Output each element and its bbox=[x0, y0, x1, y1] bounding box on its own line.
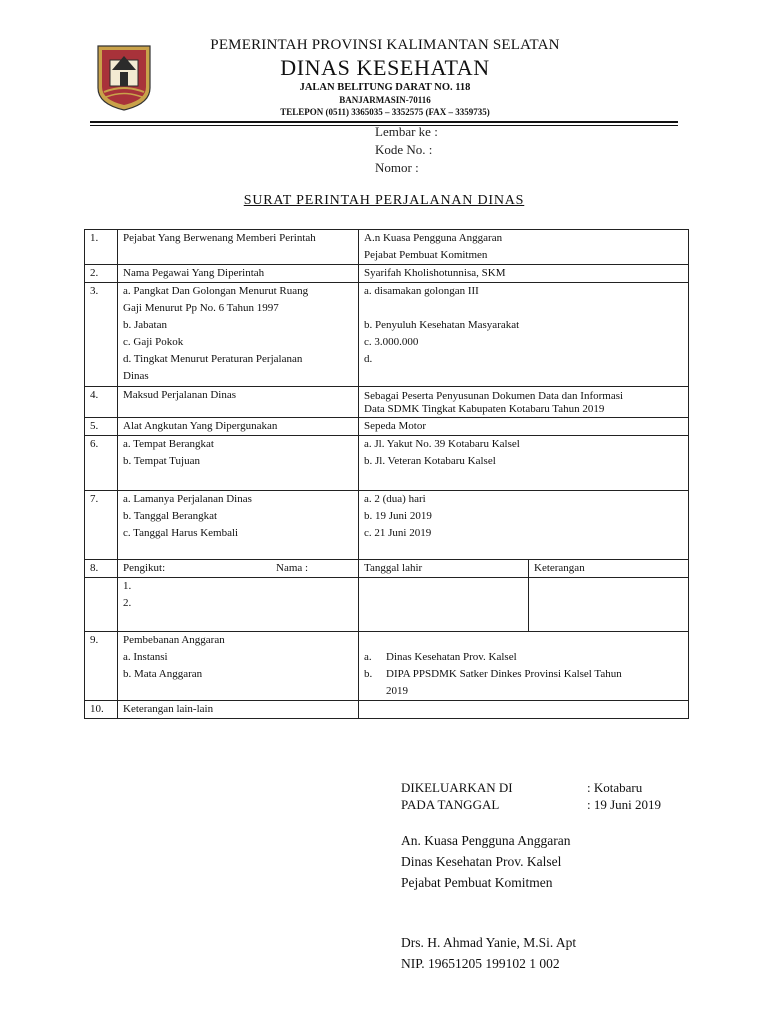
letterhead-agency: DINAS KESEHATAN bbox=[280, 55, 490, 80]
row-value: Syarifah Kholishotunnisa, SKM bbox=[359, 265, 689, 283]
table-row bbox=[85, 632, 689, 701]
table-row bbox=[85, 560, 689, 578]
letterhead-address: JALAN BELITUNG DARAT NO. 118 bbox=[299, 82, 471, 93]
code-number: Kode No. : bbox=[375, 142, 433, 157]
row-number: 3. bbox=[85, 283, 118, 387]
birthdate-cell bbox=[359, 578, 529, 632]
table-row bbox=[85, 578, 689, 632]
sheet-number: Lembar ke : bbox=[375, 124, 438, 139]
reference-block bbox=[375, 123, 438, 177]
row-number: 4. bbox=[85, 387, 118, 418]
table-row bbox=[85, 283, 689, 387]
row-label: Pembebanan Anggaran a. Instansi b. Mata Anggaran bbox=[118, 632, 359, 701]
remarks-cell bbox=[529, 578, 689, 632]
table-row bbox=[85, 701, 689, 719]
table-row bbox=[85, 265, 689, 283]
row-value: Sepeda Motor bbox=[359, 418, 689, 436]
travel-order-table bbox=[84, 229, 689, 719]
row-number: 7. bbox=[85, 491, 118, 560]
document-title: SURAT PERINTAH PERJALANAN DINAS bbox=[243, 193, 525, 208]
signature-block: An. Kuasa Pengguna Anggaran Dinas Kesehatan Prov. Kalsel Pejabat Pembuat Komitmen bbox=[401, 833, 571, 890]
row-number: 9. bbox=[85, 632, 118, 701]
signatory bbox=[401, 932, 576, 974]
companion-list: 1. 2. bbox=[118, 578, 359, 632]
row-label: a. Pangkat Dan Golongan Menurut Ruang Gaji Menurut Pp No. 6 Tahun 1997 b. Jabatan c. Gaji Pokok d. Tingkat Menurut Peraturan Perjalanan Dinas bbox=[118, 283, 359, 387]
row-value bbox=[359, 701, 689, 719]
row-label: Nama Pegawai Yang Diperintah bbox=[118, 265, 359, 283]
row-number: 6. bbox=[85, 436, 118, 491]
letterhead-phone: TELEPON (0511) 3365035 – 3352575 (FAX – 3359735) bbox=[280, 107, 490, 117]
letterhead-government: PEMERINTAH PROVINSI KALIMANTAN SELATAN bbox=[210, 37, 560, 53]
provincial-emblem-icon bbox=[96, 44, 152, 112]
signatory-nip: NIP. 19651205 199102 1 002 bbox=[401, 956, 560, 971]
row-label: Maksud Perjalanan Dinas bbox=[118, 387, 359, 418]
table-row bbox=[85, 230, 689, 265]
row-value: a. Dinas Kesehatan Prov. Kalsel b. DIPA PPSDMK Satker Dinkes Provinsi Kalsel Tahun 2019 bbox=[359, 632, 689, 701]
signatory-name: Drs. H. Ahmad Yanie, M.Si. Apt bbox=[401, 935, 577, 950]
row-number: 2. bbox=[85, 265, 118, 283]
issued-date: PADA TANGGAL : 19 Juni 2019 bbox=[401, 797, 662, 812]
issued-at: DIKELUARKAN DI : Kotabaru bbox=[401, 780, 643, 795]
table-row bbox=[85, 387, 689, 418]
row-number bbox=[85, 578, 118, 632]
letterhead-city: BANJARMASIN-70116 bbox=[339, 95, 431, 105]
table-row bbox=[85, 436, 689, 491]
letter-number: Nomor : bbox=[375, 160, 419, 175]
row-value: Sebagai Peserta Penyusunan Dokumen Data dan Informasi Data SDMK Tingkat Kabupaten Kotabaru Tahun 2019 bbox=[359, 387, 689, 418]
row-label: a. Tempat Berangkat b. Tempat Tujuan bbox=[118, 436, 359, 491]
table-row bbox=[85, 491, 689, 560]
row-label: Alat Angkutan Yang Dipergunakan bbox=[118, 418, 359, 436]
row-label: Pejabat Yang Berwenang Memberi Perintah bbox=[118, 230, 359, 265]
row-value: A.n Kuasa Pengguna Anggaran Pejabat Pembuat Komitmen bbox=[359, 230, 689, 265]
table-row bbox=[85, 418, 689, 436]
row-value: a. Jl. Yakut No. 39 Kotabaru Kalsel b. Jl. Veteran Kotabaru Kalsel bbox=[359, 436, 689, 491]
row-number: 1. bbox=[85, 230, 118, 265]
remarks-header: Keterangan bbox=[529, 560, 689, 578]
row-number: 10. bbox=[85, 701, 118, 719]
row-label: Keterangan lain-lain bbox=[118, 701, 359, 719]
row-value: a. disamakan golongan III b. Penyuluh Kesehatan Masyarakat c. 3.000.000 d. bbox=[359, 283, 689, 387]
companion-header: Pengikut: Nama : bbox=[118, 560, 359, 578]
row-label: a. Lamanya Perjalanan Dinas b. Tanggal Berangkat c. Tanggal Harus Kembali bbox=[118, 491, 359, 560]
row-number: 5. bbox=[85, 418, 118, 436]
row-number: 8. bbox=[85, 560, 118, 578]
birthdate-header: Tanggal lahir bbox=[359, 560, 529, 578]
row-value: a. 2 (dua) hari b. 19 Juni 2019 c. 21 Juni 2019 bbox=[359, 491, 689, 560]
